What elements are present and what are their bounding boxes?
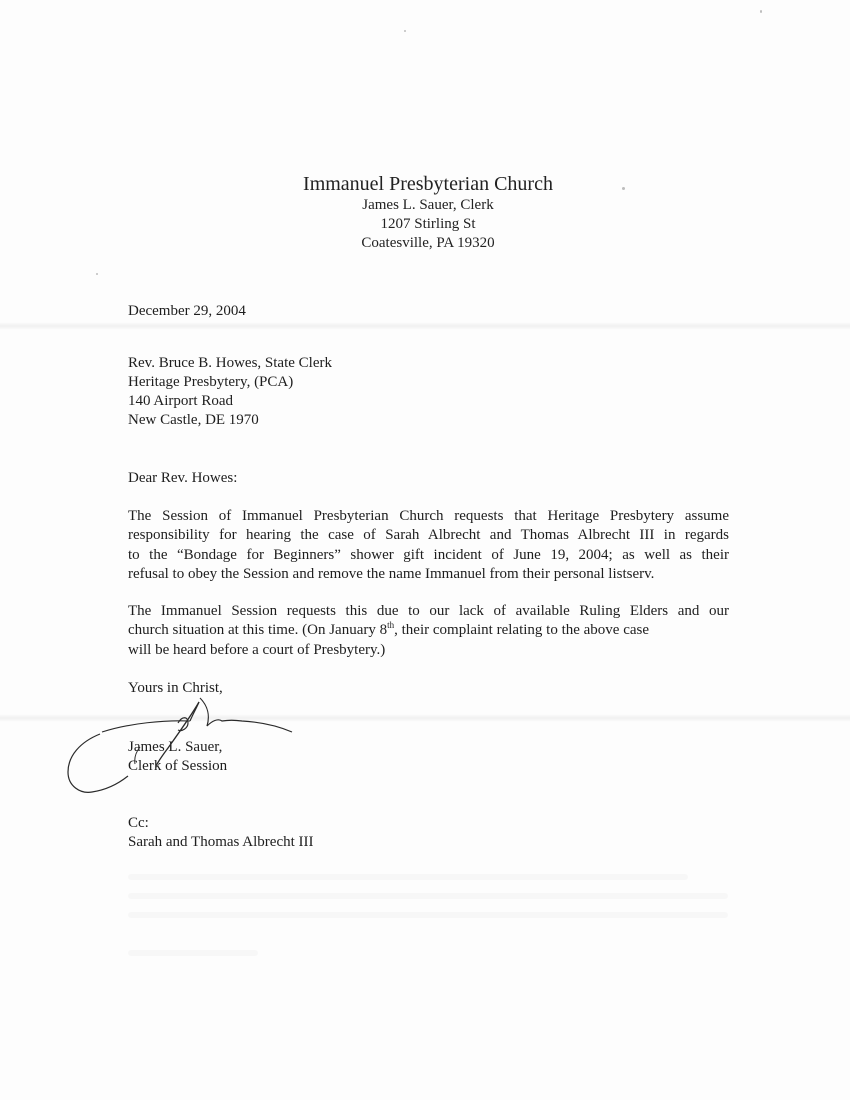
body-paragraph-2 bbox=[128, 602, 729, 660]
church-name: Immanuel Presbyterian Church bbox=[303, 173, 553, 195]
scan-speck bbox=[96, 273, 98, 275]
cc-names: Sarah and Thomas Albrecht III bbox=[128, 834, 314, 850]
paragraph-line: The Session of Immanuel Presbyterian Church requests that Heritage Presbytery assume bbox=[128, 508, 729, 524]
bleed-through-mark bbox=[128, 893, 728, 899]
paragraph-line: to the “Bondage for Beginners” shower gift incident of June 19, 2004; as well as their bbox=[128, 546, 729, 563]
paper-fold-line bbox=[0, 322, 850, 330]
signer-title: Clerk of Session bbox=[128, 758, 228, 774]
salutation: Dear Rev. Howes: bbox=[128, 470, 238, 486]
letterhead-city: Coatesville, PA 19320 bbox=[361, 235, 495, 251]
scan-speck bbox=[760, 10, 762, 13]
cc-label: Cc: bbox=[128, 815, 149, 831]
recipient-name: Rev. Bruce B. Howes, State Clerk bbox=[128, 355, 332, 371]
paragraph-line bbox=[128, 621, 729, 640]
paragraph-text: church situation at this time. (On January 8 bbox=[128, 622, 388, 639]
clerk-line: James L. Sauer, Clerk bbox=[362, 197, 494, 213]
signer-name: James L. Sauer, bbox=[128, 739, 223, 755]
paragraph-line: will be heard before a court of Presbytery.) bbox=[128, 641, 386, 658]
bleed-through-mark bbox=[128, 950, 258, 956]
scan-speck bbox=[622, 187, 625, 190]
ordinal-suffix: th bbox=[387, 620, 395, 631]
letterhead bbox=[0, 172, 850, 253]
handwritten-signature bbox=[60, 690, 300, 805]
letterhead-street: 1207 Stirling St bbox=[380, 216, 476, 232]
paragraph-line: responsibility for hearing the case of Sarah Albrecht and Thomas Albrecht III in regards bbox=[128, 527, 729, 544]
bleed-through-mark bbox=[128, 912, 728, 918]
letter-date: December 29, 2004 bbox=[128, 303, 246, 319]
scan-speck bbox=[404, 30, 406, 32]
paragraph-line: refusal to obey the Session and remove the name Immanuel from their personal listserv. bbox=[128, 565, 655, 582]
body-paragraph-1 bbox=[128, 507, 729, 584]
recipient-street: 140 Airport Road bbox=[128, 393, 233, 409]
recipient-org: Heritage Presbytery, (PCA) bbox=[128, 374, 294, 390]
bleed-through-mark bbox=[128, 874, 688, 880]
recipient-city: New Castle, DE 1970 bbox=[128, 412, 259, 428]
paragraph-line: The Immanuel Session requests this due to our lack of available Ruling Elders and our bbox=[128, 603, 729, 619]
closing: Yours in Christ, bbox=[128, 680, 223, 696]
paragraph-text: , their complaint relating to the above case bbox=[394, 622, 650, 639]
